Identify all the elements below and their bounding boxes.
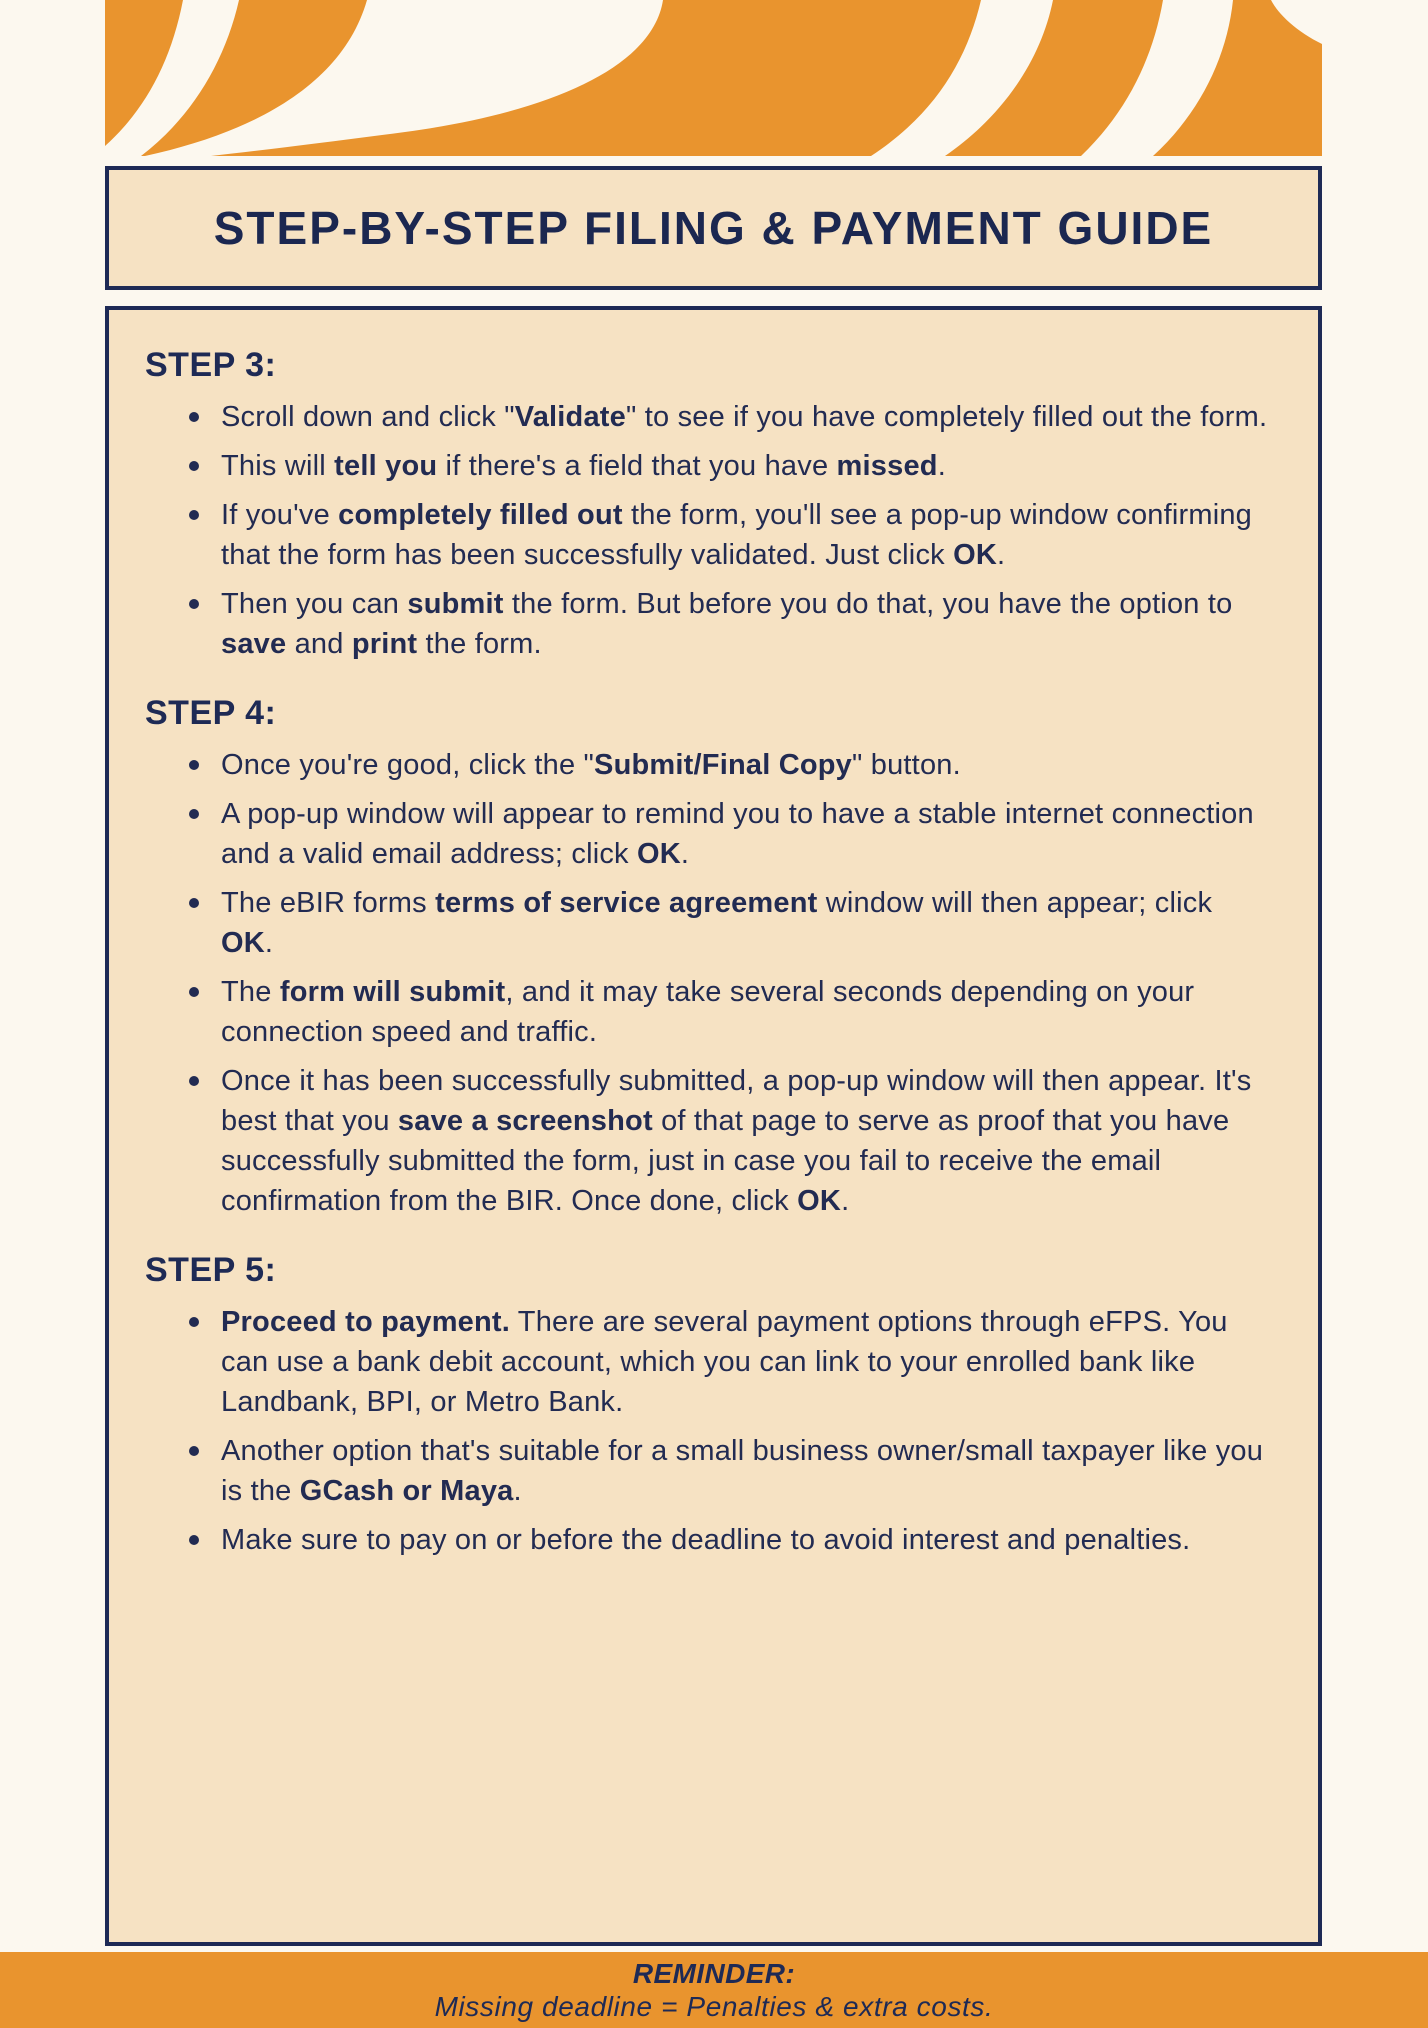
bullet-text-bold: tell you (334, 450, 438, 482)
bullet-text: . (997, 539, 1006, 571)
bullet-text: There are several payment options through eFPS. You can use a bank debit account, which you can link to your enrolled bank like Landbank, BPI, or Metro Bank. (221, 1306, 1228, 1418)
bullet-text: Then you can (221, 588, 408, 620)
bullet-text-bold: GCash or Maya (299, 1475, 514, 1507)
bullet-text: . (937, 450, 946, 482)
step-bullet-list (179, 745, 1272, 1221)
step-heading: STEP 3: (145, 346, 277, 384)
step-bullet-list (179, 397, 1272, 664)
decorative-wave-band (105, 0, 1322, 156)
bullet-item (179, 495, 1272, 575)
steps-content-box (105, 306, 1322, 1946)
bullet-text-bold: save a screenshot (397, 1105, 653, 1137)
bullet-text: If you've (221, 499, 339, 531)
bullet-text-bold: Validate (514, 401, 626, 433)
step-bullet-list (179, 1302, 1272, 1560)
bullet-text: window will then appear; click (817, 887, 1213, 919)
bullet-text-bold: terms of service agreement (435, 887, 818, 919)
bullet-text: This will (221, 450, 335, 482)
bullet-text: The eBIR forms (221, 887, 436, 919)
bullet-item (179, 397, 1272, 437)
bullet-text: Once you're good, click the " (221, 749, 595, 781)
bullet-text: Once it has been successfully submitted, a pop-up window will then appear. It's best that you (221, 1065, 1252, 1137)
bullet-text-bold: Submit/Final Copy (594, 749, 853, 781)
bullet-text: and (286, 628, 352, 660)
wave-pattern-graphic (105, 0, 1322, 156)
bullet-text: . (680, 838, 690, 870)
bullet-text-bold: save (221, 628, 287, 660)
bullet-text: of that page to serve as proof that you have successfully submitted the form, just in case you fail to receive the email confirmation from the BIR. Once done, click (221, 1105, 1230, 1217)
steps-container (145, 346, 1272, 1560)
bullet-text: the form. But before you do that, you have the option to (503, 588, 1233, 620)
bullet-text: , and it may take several seconds depending on your connection speed and traffic. (221, 976, 1195, 1048)
step-heading: STEP 4: (145, 694, 277, 732)
title-banner (105, 166, 1322, 290)
bullet-text-bold: submit (407, 588, 504, 620)
reminder-label: REMINDER: (632, 1957, 796, 1989)
bullet-text-bold: OK (797, 1185, 842, 1217)
bullet-text: " button. (852, 749, 961, 781)
step-heading: STEP 5: (145, 1251, 277, 1289)
bullet-text: " to see if you have completely filled out the form. (625, 401, 1268, 433)
bullet-text-bold: OK (637, 838, 681, 870)
bullet-item (179, 745, 1272, 785)
bullet-text-bold: OK (221, 927, 265, 959)
bullet-item (179, 1520, 1272, 1560)
bullet-text: . (513, 1475, 522, 1507)
bullet-text: A pop-up window will appear to remind you to have a stable internet connection and a valid email address; click (221, 798, 1254, 870)
bullet-text: Another option that's suitable for a small business owner/small taxpayer like you is the (221, 1435, 1264, 1507)
bullet-item (179, 794, 1272, 874)
bullet-item (179, 972, 1272, 1052)
bullet-item (179, 1061, 1272, 1221)
bullet-text: if there's a field that you have (437, 450, 837, 482)
bullet-item (179, 1302, 1272, 1422)
page-title: STEP-BY-STEP FILING & PAYMENT GUIDE (213, 202, 1214, 254)
reminder-text: Missing deadline = Penalties & extra costs. (434, 1990, 994, 2022)
bullet-item (179, 1431, 1272, 1511)
bullet-text: . (841, 1185, 850, 1217)
bullet-item (179, 446, 1272, 486)
bullet-text: The (221, 976, 280, 1008)
bullet-text-bold: missed (836, 450, 938, 482)
bullet-text-bold: form will submit (279, 976, 506, 1008)
bullet-text: Make sure to pay on or before the deadline to avoid interest and penalties. (221, 1524, 1191, 1556)
bullet-text-bold: print (351, 628, 418, 660)
bullet-text-bold: Proceed to payment. (221, 1306, 511, 1338)
bullet-item (179, 584, 1272, 664)
bullet-text-bold: completely filled out (338, 499, 623, 531)
bullet-text: . (264, 927, 274, 959)
bullet-text: the form, you'll see a pop-up window confirming that the form has been successfully validated. Just click (221, 499, 1253, 571)
bullet-text: the form. (417, 628, 542, 660)
reminder-footer (0, 1952, 1428, 2028)
bullet-text-bold: OK (953, 539, 998, 571)
bullet-item (179, 883, 1272, 963)
bullet-text: Scroll down and click " (221, 401, 515, 433)
